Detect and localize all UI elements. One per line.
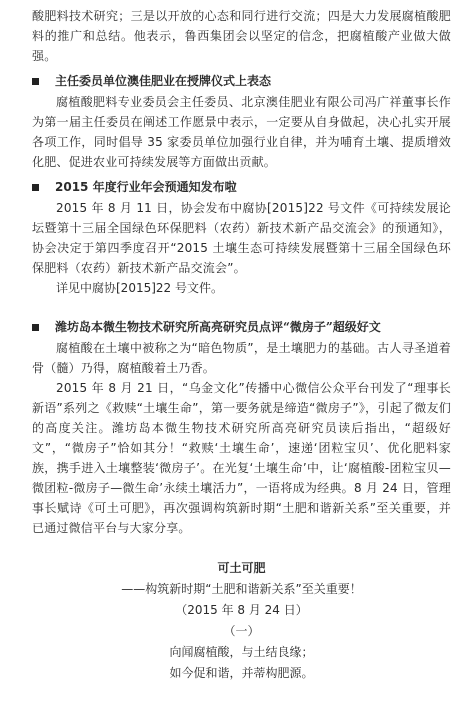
poem-date: （2015 年 8 月 24 日） <box>175 603 308 617</box>
section-paragraph: 2015 年 8 月 21 日，“乌金文化”传播中心微信公众平台刊发了“理事长新语”系列之《救赎“土壤生命”，第一要务就是缔造“微房子”》，引起了微友们的高度关注。潍坊岛本微生物技术研究所高亮研究员读后指出，“超级好文”，“微房子”恰如其分！“救赎‘土壤生命’，速递‘团粒宝贝’、优化肥料家族，携手进入土壤整装‘微房子’。在光复‘土壤生命’中，让‘腐植酸-团粒宝贝—微团粒-微房子—微生命’永续土壤活力”，一语将成为经典。8 月 24 日，管理事长赋诗《可土可肥》，再次强调构筑新时期“土肥和谐新关系”至关重要，并已通过微信平台与大家分享。 <box>32 381 451 535</box>
poem-title: 可土可肥 <box>217 561 266 575</box>
poem-subtitle: ——构筑新时期“土肥和谐新关系”至关重要！ <box>121 582 362 596</box>
intro-paragraph: 酸肥料技术研究；三是以开放的心态和同行进行交流；四是大力发展腐植酸肥料的推广和总结。他表示，鲁西集团会以坚定的信念，把腐植酸产业做大做强。 <box>32 9 451 63</box>
poem-block <box>32 558 451 684</box>
section-paragraph: 腐植酸肥料专业委员会主任委员、北京澳佳肥业有限公司冯广祥董事长作为第一届主任委员在阐述工作愿景中表示，一定要从自身做起，决心扎实开展各项工作，同时倡导 35 家委员单位加强行业自律，并为哺育土壤、提质增效化肥、促进农业可持续发展等方面做出贡献。 <box>32 95 451 169</box>
poem-line: 如今促和谐，并蒂构肥源。 <box>169 666 314 680</box>
section-heading <box>32 176 451 198</box>
square-bullet-icon <box>32 324 39 331</box>
section-paragraph: 2015 年 8 月 11 日，协会发布中腐协[2015]22 号文件《可持续发展论坛暨第十三届全国绿色环保肥料（农药）新技术新产品交流会》的预通知》，协会决定于第四季度召开“2015 土壤生态可持续发展暨第十三届全国绿色环保肥料（农药）新技术新产品交流会”。 <box>32 201 451 275</box>
section-title: 主任委员单位澳佳肥业在授牌仪式上表态 <box>55 74 272 88</box>
square-bullet-icon <box>32 184 39 191</box>
section-micro-house <box>32 316 451 538</box>
section-title: 潍坊岛本微生物技术研究所高亮研究员点评“微房子”超级好文 <box>55 320 381 334</box>
poem-part: （一） <box>223 624 260 638</box>
section-title: 2015 年度行业年会预通知发布啦 <box>55 180 237 194</box>
poem-line: 向闻腐植酸，与土结良缘； <box>169 645 314 659</box>
section-heading <box>32 316 451 338</box>
section-annual-meeting <box>32 176 451 298</box>
section-heading <box>32 70 451 92</box>
section-aojia <box>32 70 451 172</box>
section-paragraph: 腐植酸在土壤中被称之为“暗色物质”，是土壤肥力的基础。古人寻圣道着骨（髓）乃得，腐植酸着土乃香。 <box>32 341 451 375</box>
square-bullet-icon <box>32 78 39 85</box>
detail-note: 详见中腐协[2015]22 号文件。 <box>56 281 223 295</box>
